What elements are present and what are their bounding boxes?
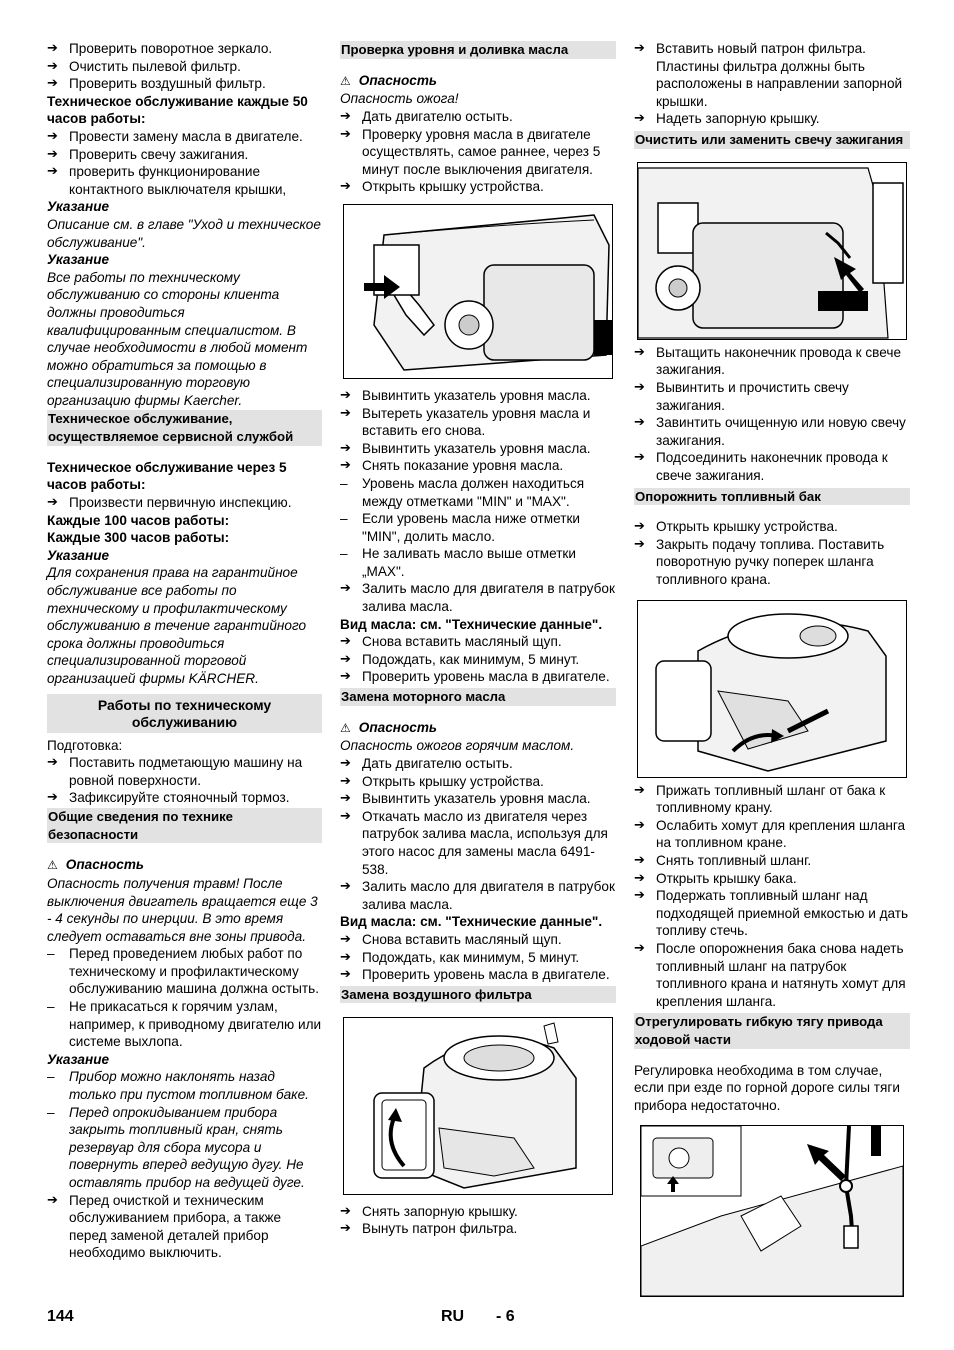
subheading: Техническое обслуживание каждые 50 часов работы:: [47, 93, 308, 127]
prep-label: Подготовка:: [47, 737, 123, 753]
section-heading: Техническое обслуживание, осуществляемое сервисной службой: [47, 410, 322, 445]
step: ➔ Произвести первичную инспекцию.: [47, 494, 322, 512]
step: ➔ Подержать топливный шланг над подходящей приемной емкостью и дать топливу стечь.: [634, 887, 910, 940]
engine-dipstick-figure: [343, 204, 613, 379]
step: ➔ Вывинтить и прочистить свечу зажигания.: [634, 379, 910, 414]
step: ➔ Перед очисткой и техническим обслуживанием прибора, а также перед заменой деталей прибор необходимо выключить.: [47, 1192, 322, 1262]
note-heading: Указание: [47, 547, 110, 563]
note-heading: Указание: [47, 252, 110, 268]
chapter-heading: Работы по техническому обслуживанию: [47, 694, 322, 733]
dash-item: – Если уровень масла ниже отметки "MIN", долить масло.: [340, 510, 616, 545]
subheading: Техническое обслуживание через 5 часов работы:: [47, 459, 287, 493]
step: ➔ Подождать, как минимум, 5 минут.: [340, 949, 616, 967]
step: ➔ Откачать масло из двигателя через патрубок залива масла, используя для этого насос для замены масла 6491-538.: [340, 808, 616, 878]
danger-text: Опасность ожогов горячим маслом.: [340, 738, 575, 754]
note-heading: Указание: [47, 1051, 110, 1067]
note-heading: Указание: [47, 199, 110, 215]
dash-item: – Не прикасаться к горячим узлам, например, к приводному двигателю или системе выхлопа.: [47, 998, 322, 1051]
dash-item: – Уровень масла должен находиться между отметками "MIN" и "MAX".: [340, 475, 616, 510]
step: ➔ Проверить воздушный фильтр.: [47, 75, 322, 93]
dash-item: – Перед проведением любых работ по техническому и профилактическому обслуживанию машина должна остыть.: [47, 945, 322, 998]
step: ➔ Проверить поворотное зеркало.: [47, 40, 322, 58]
step: ➔ После опорожнения бака снова надеть топливный шланг на патрубок топливного крана и натянуть хомут для крепления шланга.: [634, 940, 910, 1010]
danger-text: Опасность ожога!: [340, 91, 459, 107]
step: ➔ Подсоединить наконечник провода к свече зажигания.: [634, 449, 910, 484]
step: ➔ Закрыть подачу топлива. Поставить поворотную ручку поперек шланга топливного крана.: [634, 536, 910, 589]
step: ➔ Открыть крышку устройства.: [340, 773, 616, 791]
danger-heading: ⚠ Опасность: [340, 719, 616, 738]
step: ➔ Ослабить хомут для крепления шланга на топливном кране.: [634, 817, 910, 852]
step: ➔ Открыть крышку устройства.: [634, 518, 910, 536]
section-heading: Опорожнить топливный бак: [634, 488, 910, 506]
language-code: RU: [441, 1308, 465, 1325]
step: ➔ Вставить новый патрон фильтра. Пластины фильтра должны быть расположены в направлении запорной крышки.: [634, 40, 910, 110]
step: ➔ Вывинтить указатель уровня масла.: [340, 387, 616, 405]
oil-type: Вид масла: см. "Технические данные".: [340, 616, 603, 632]
step: ➔ Вытереть указатель уровня масла и вставить его снова.: [340, 405, 616, 440]
note-text: Описание см. в главе "Уход и техническое обслуживание".: [47, 216, 321, 250]
paragraph: Регулировка необходима в том случае, если при езде по горной дороге силы тяги прибора недостаточно.: [634, 1062, 900, 1113]
dash-item: – Прибор можно наклонять назад только при пустом топливном баке.: [47, 1068, 322, 1103]
note-text: Для сохранения права на гарантийное обслуживание все работы по техническому и профилактическому обслуживанию в течение гарантийного срока должны проводиться специализированной торговой организацией фирмы KÄRCHER.: [47, 565, 307, 686]
step: ➔ Залить масло для двигателя в патрубок залива масла.: [340, 878, 616, 913]
step: ➔ Открыть крышку устройства.: [340, 178, 616, 196]
column-1: [47, 40, 322, 1262]
fuel-tank-figure: [637, 600, 907, 778]
column-2: [340, 40, 616, 1238]
step: ➔ Подождать, как минимум, 5 минут.: [340, 651, 616, 669]
step: ➔ Дать двигателю остыть.: [340, 755, 616, 773]
step: ➔ Завинтить очищенную или новую свечу зажигания.: [634, 414, 910, 449]
section-heading: Общие сведения по технике безопасности: [47, 808, 322, 843]
subheading: Каждые 100 часов работы:: [47, 512, 230, 528]
step: ➔ Вывинтить указатель уровня масла.: [340, 440, 616, 458]
step: ➔ Вывинтить указатель уровня масла.: [340, 790, 616, 808]
spark-plug-figure: [637, 162, 907, 340]
step: ➔ Вытащить наконечник провода к свече зажигания.: [634, 344, 910, 379]
oil-type: Вид масла: см. "Технические данные".: [340, 914, 603, 930]
step: ➔ Снова вставить масляный щуп.: [340, 931, 616, 949]
sub-page-number: - 6: [496, 1308, 515, 1325]
step: ➔ Прижать топливный шланг от бака к топливному крану.: [634, 782, 910, 817]
step: ➔ Снять показание уровня масла.: [340, 457, 616, 475]
danger-heading: ⚠ Опасность: [47, 856, 322, 875]
step: ➔ Поставить подметающую машину на ровной поверхности.: [47, 754, 322, 789]
subheading: Каждые 300 часов работы:: [47, 530, 230, 546]
section-heading: Замена воздушного фильтра: [340, 986, 616, 1004]
dash-item: – Перед опрокидыванием прибора закрыть топливный кран, снять резервуар для сбора мусора и повернуть вперед ведущую дугу. Не оставлять прибор на ведущей дуге.: [47, 1104, 322, 1192]
step: ➔ Проверить свечу зажигания.: [47, 146, 322, 164]
step: ➔ Вынуть патрон фильтра.: [340, 1220, 616, 1238]
air-filter-figure: [343, 1017, 613, 1195]
step: ➔ Залить масло для двигателя в патрубок залива масла.: [340, 580, 616, 615]
danger-text: Опасность получения травм! После выключения двигатель вращается еще 3 - 4 секунды по инерции. В это время следует оставаться вне зоны привода.: [47, 875, 318, 944]
section-heading: Отрегулировать гибкую тягу привода ходовой части: [634, 1013, 910, 1048]
page-number: 144: [47, 1308, 74, 1325]
step: ➔ Проверить уровень масла в двигателе.: [340, 966, 616, 984]
section-heading: Проверка уровня и доливка масла: [340, 41, 616, 59]
note-text: Все работы по техническому обслуживанию со стороны клиента должны проводиться квалифицированным специалистом. В случае необходимости в любой момент можно обратиться за помощью в специализированную торговую организацию фирмы Kaercher.: [47, 269, 308, 408]
step: ➔ Очистить пылевой фильтр.: [47, 58, 322, 76]
step: ➔ Проверку уровня масла в двигателе осуществлять, самое раннее, через 5 минут после выключения двигателя.: [340, 126, 616, 179]
danger-heading: ⚠ Опасность: [340, 72, 616, 91]
step: ➔ Надеть запорную крышку.: [634, 110, 910, 128]
step: ➔ Зафиксируйте стояночный тормоз.: [47, 789, 322, 807]
section-heading: Замена моторного масла: [340, 688, 616, 706]
column-3: [634, 40, 910, 1297]
step: ➔ Снять топливный шланг.: [634, 852, 910, 870]
step: ➔ проверить функционирование контактного выключателя крышки,: [47, 163, 322, 198]
step: ➔ Открыть крышку бака.: [634, 870, 910, 888]
step: ➔ Проверить уровень масла в двигателе.: [340, 668, 616, 686]
cable-adjust-figure: [640, 1125, 904, 1297]
step: ➔ Дать двигателю остыть.: [340, 108, 616, 126]
step: ➔ Снова вставить масляный щуп.: [340, 633, 616, 651]
step: ➔ Снять запорную крышку.: [340, 1203, 616, 1221]
step: ➔ Провести замену масла в двигателе.: [47, 128, 322, 146]
dash-item: – Не заливать масло выше отметки „MAX".: [340, 545, 616, 580]
section-heading: Очистить или заменить свечу зажигания: [634, 131, 910, 149]
